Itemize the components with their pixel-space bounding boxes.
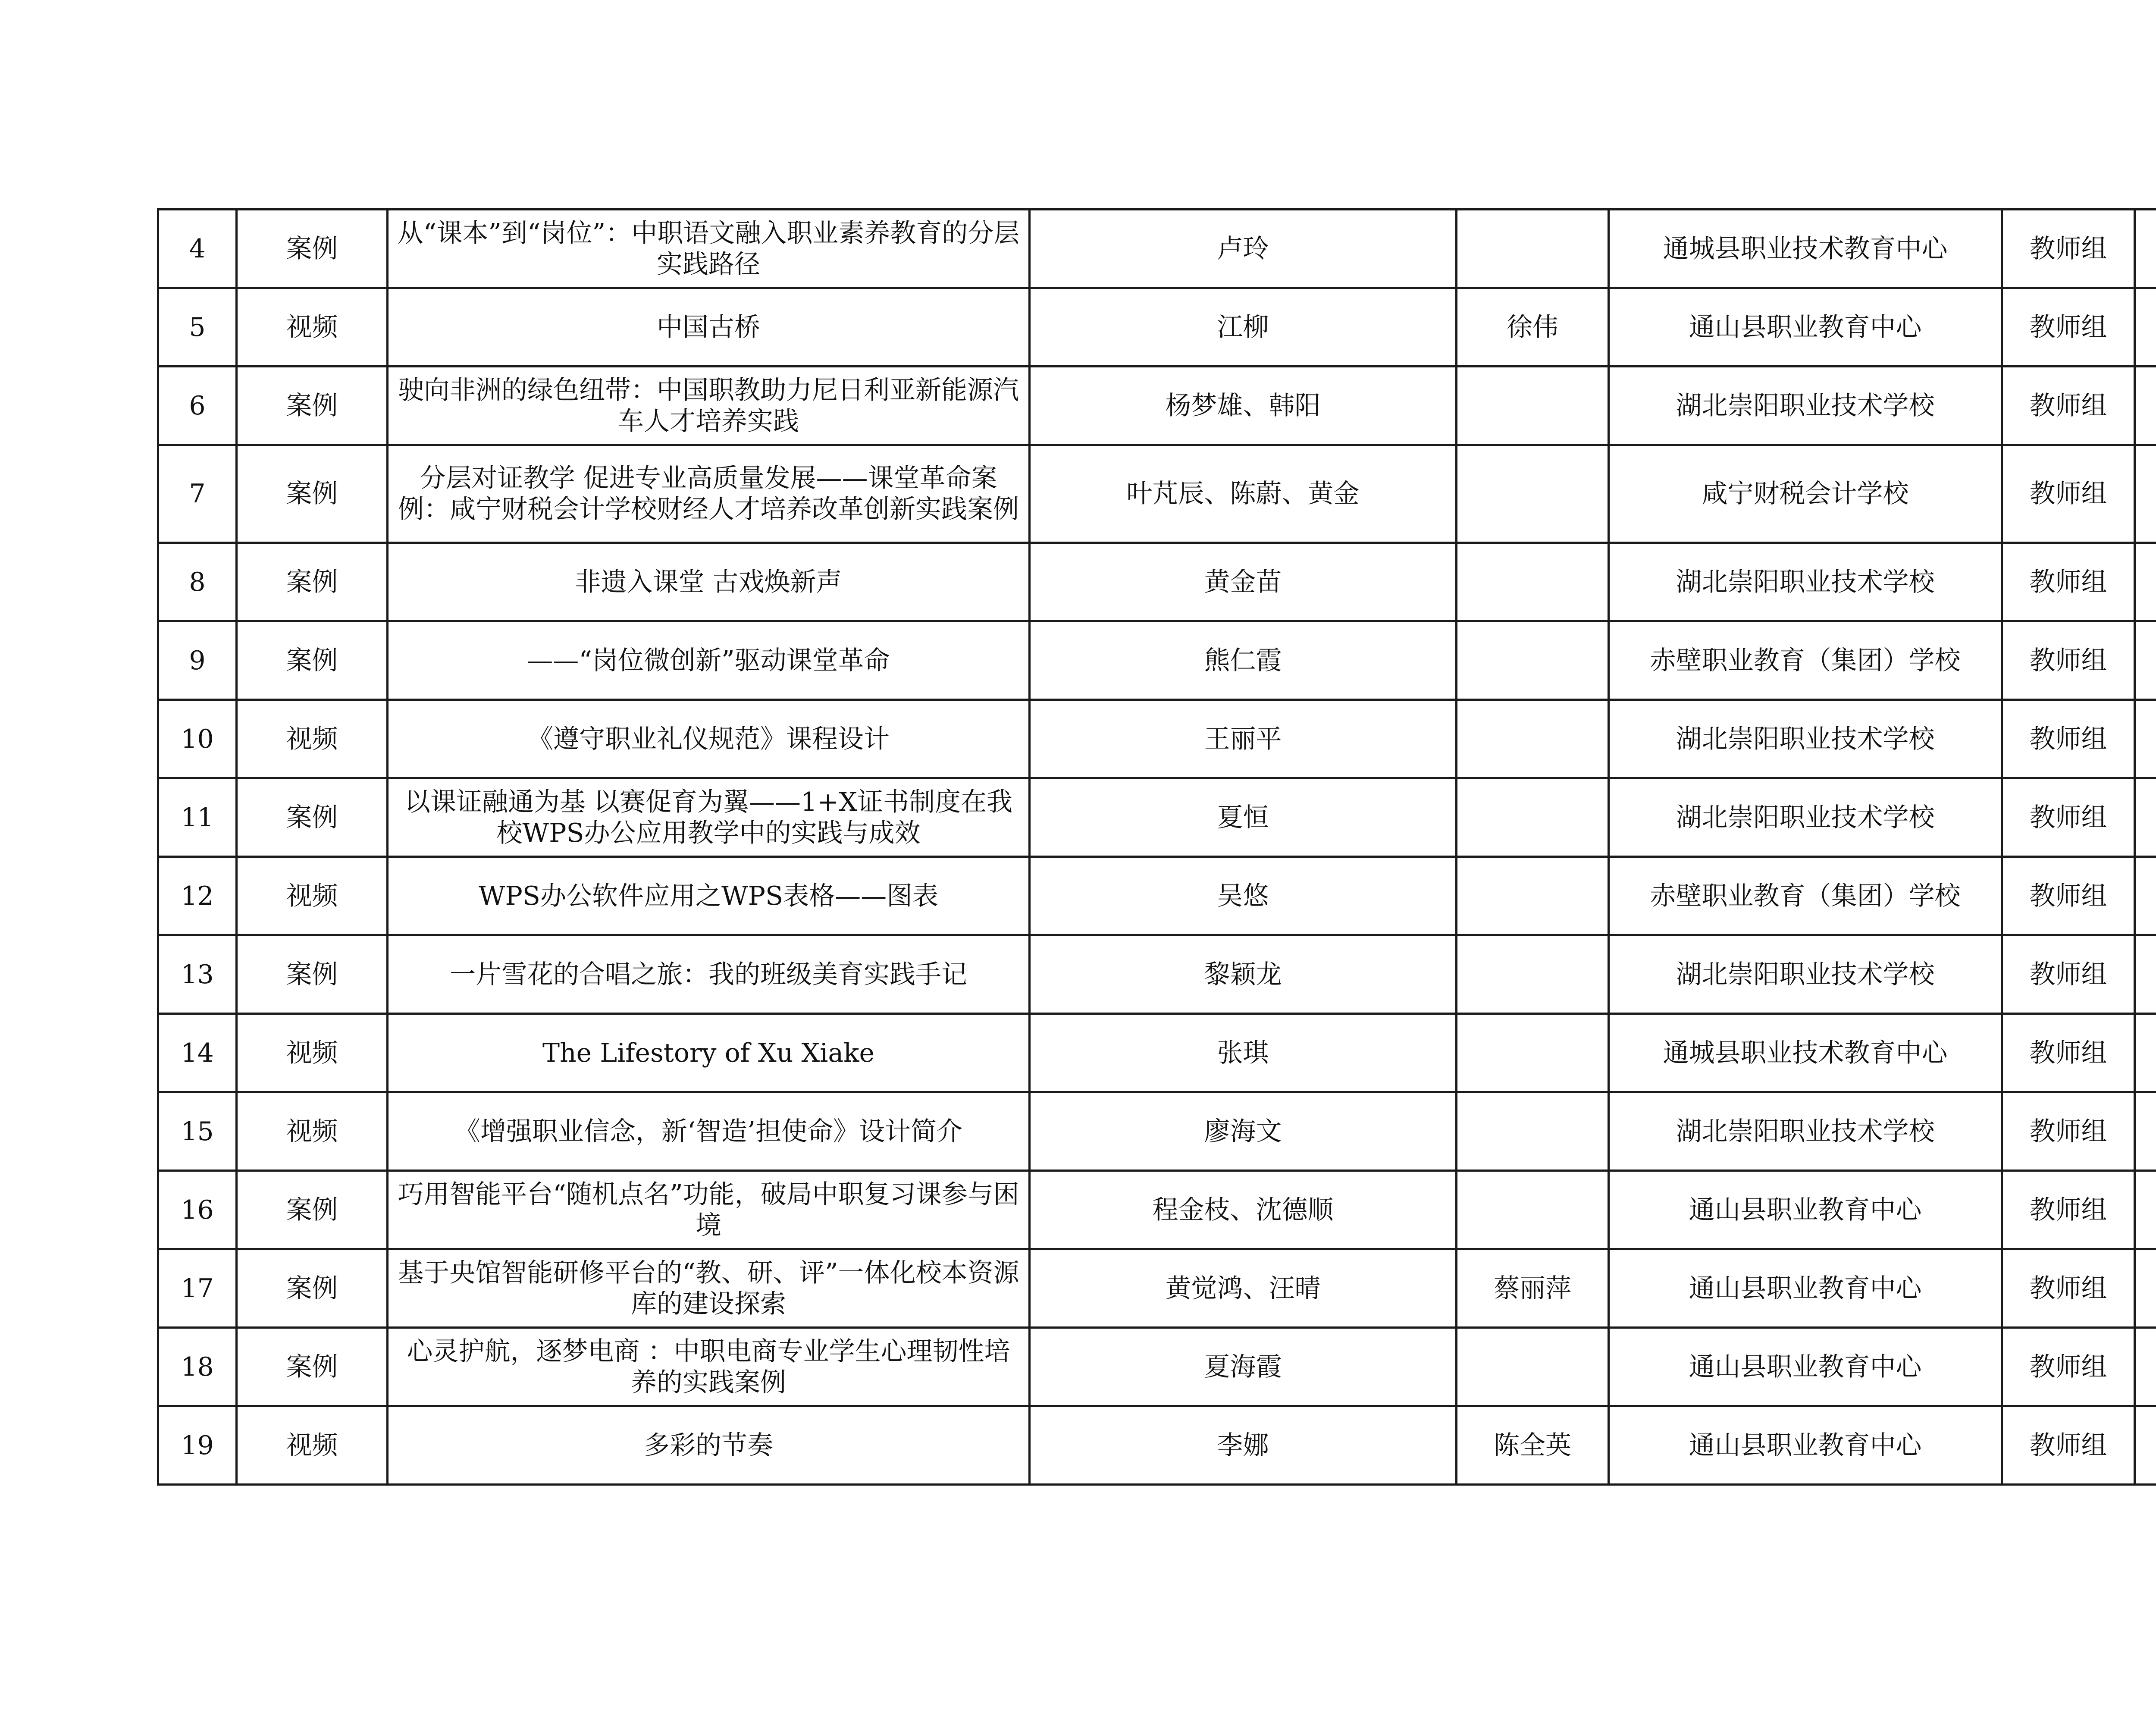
entry-type: 案例	[237, 778, 388, 857]
entry-award	[2135, 1171, 2156, 1249]
entry-title: 非遗入课堂 古戏焕新声	[388, 543, 1030, 621]
table-row	[158, 543, 2156, 621]
entry-advisor	[1457, 935, 1609, 1014]
entry-group: 教师组	[2002, 1249, 2135, 1328]
table-row	[158, 621, 2156, 700]
entry-author: 江柳	[1030, 288, 1457, 367]
entry-school: 通山县职业教育中心	[1609, 288, 2002, 367]
entry-type: 视频	[237, 1014, 388, 1092]
entry-author: 黄金苗	[1030, 543, 1457, 621]
entry-author: 廖海文	[1030, 1092, 1457, 1171]
entry-type: 案例	[237, 367, 388, 445]
entry-author: 李娜	[1030, 1406, 1457, 1485]
table-row	[158, 1171, 2156, 1249]
entry-title: 驶向非洲的绿色纽带：中国职教助力尼日利亚新能源汽车人才培养实践	[388, 367, 1030, 445]
entry-author: 杨梦雄、韩阳	[1030, 367, 1457, 445]
entry-author: 黄觉鸿、汪晴	[1030, 1249, 1457, 1328]
table-row	[158, 1092, 2156, 1171]
entry-title: 基于央馆智能研修平台的“教、研、评”一体化校本资源库的建设探索	[388, 1249, 1030, 1328]
entry-group: 教师组	[2002, 543, 2135, 621]
table-row	[158, 700, 2156, 778]
entry-group: 教师组	[2002, 857, 2135, 935]
entry-advisor	[1457, 210, 1609, 288]
entry-advisor: 蔡丽萍	[1457, 1249, 1609, 1328]
entry-type: 视频	[237, 1406, 388, 1485]
entry-award	[2135, 935, 2156, 1014]
entry-group: 教师组	[2002, 778, 2135, 857]
entry-school: 湖北崇阳职业技术学校	[1609, 367, 2002, 445]
entry-school: 通城县职业技术教育中心	[1609, 210, 2002, 288]
entry-author: 张琪	[1030, 1014, 1457, 1092]
entry-award	[2135, 621, 2156, 700]
entry-advisor	[1457, 1092, 1609, 1171]
table-row	[158, 1249, 2156, 1328]
entry-advisor	[1457, 621, 1609, 700]
entry-group: 教师组	[2002, 210, 2135, 288]
table-row	[158, 778, 2156, 857]
entry-school: 湖北崇阳职业技术学校	[1609, 935, 2002, 1014]
row-number: 13	[158, 935, 237, 1014]
entry-title: 一片雪花的合唱之旅：我的班级美育实践手记	[388, 935, 1030, 1014]
entry-title: ——“岗位微创新”驱动课堂革命	[388, 621, 1030, 700]
entry-group: 教师组	[2002, 1406, 2135, 1485]
entry-school: 湖北崇阳职业技术学校	[1609, 1092, 2002, 1171]
entry-group: 教师组	[2002, 1014, 2135, 1092]
entry-award	[2135, 857, 2156, 935]
entry-author: 夏海霞	[1030, 1328, 1457, 1406]
row-number: 4	[158, 210, 237, 288]
entry-award	[2135, 700, 2156, 778]
entry-author: 卢玲	[1030, 210, 1457, 288]
row-number: 12	[158, 857, 237, 935]
entry-type: 视频	[237, 1092, 388, 1171]
entry-title: WPS办公软件应用之WPS表格——图表	[388, 857, 1030, 935]
row-number: 19	[158, 1406, 237, 1485]
table-row	[158, 1328, 2156, 1406]
table-row	[158, 367, 2156, 445]
row-number: 15	[158, 1092, 237, 1171]
row-number: 17	[158, 1249, 237, 1328]
entry-advisor	[1457, 857, 1609, 935]
entry-advisor	[1457, 778, 1609, 857]
entry-advisor	[1457, 543, 1609, 621]
entry-title: 中国古桥	[388, 288, 1030, 367]
entry-award	[2135, 1014, 2156, 1092]
entry-school: 湖北崇阳职业技术学校	[1609, 778, 2002, 857]
entry-group: 教师组	[2002, 1171, 2135, 1249]
entry-award	[2135, 1328, 2156, 1406]
table-row	[158, 210, 2156, 288]
row-number: 5	[158, 288, 237, 367]
entry-type: 案例	[237, 543, 388, 621]
entry-school: 通山县职业教育中心	[1609, 1406, 2002, 1485]
row-number: 7	[158, 445, 237, 543]
entry-author: 吴悠	[1030, 857, 1457, 935]
entry-award	[2135, 778, 2156, 857]
entry-title: 以课证融通为基 以赛促育为翼——1+X证书制度在我校WPS办公应用教学中的实践与成效	[388, 778, 1030, 857]
entry-group: 教师组	[2002, 445, 2135, 543]
row-number: 8	[158, 543, 237, 621]
row-number: 16	[158, 1171, 237, 1249]
entry-title: 《增强职业信念，新‘智造’担使命》设计简介	[388, 1092, 1030, 1171]
entry-group: 教师组	[2002, 1328, 2135, 1406]
entry-school: 湖北崇阳职业技术学校	[1609, 700, 2002, 778]
table-row	[158, 857, 2156, 935]
entry-advisor: 陈全英	[1457, 1406, 1609, 1485]
table-row	[158, 445, 2156, 543]
entry-award	[2135, 210, 2156, 288]
row-number: 9	[158, 621, 237, 700]
table-row	[158, 935, 2156, 1014]
entry-award	[2135, 288, 2156, 367]
entry-type: 案例	[237, 1328, 388, 1406]
table-row	[158, 288, 2156, 367]
entry-type: 视频	[237, 288, 388, 367]
entry-school: 通山县职业教育中心	[1609, 1171, 2002, 1249]
entry-award	[2135, 367, 2156, 445]
entry-advisor	[1457, 1014, 1609, 1092]
entry-group: 教师组	[2002, 935, 2135, 1014]
entry-title: The Lifestory of Xu Xiake	[388, 1014, 1030, 1092]
entry-award	[2135, 445, 2156, 543]
entry-type: 案例	[237, 1249, 388, 1328]
entry-author: 程金枝、沈德顺	[1030, 1171, 1457, 1249]
entry-type: 案例	[237, 210, 388, 288]
entry-group: 教师组	[2002, 288, 2135, 367]
entry-advisor	[1457, 445, 1609, 543]
entry-title: 多彩的节奏	[388, 1406, 1030, 1485]
entry-author: 王丽平	[1030, 700, 1457, 778]
entry-title: 分层对证教学 促进专业高质量发展——课堂革命案例：咸宁财税会计学校财经人才培养改革创新实践案例	[388, 445, 1030, 543]
table-row	[158, 1406, 2156, 1485]
entry-advisor: 徐伟	[1457, 288, 1609, 367]
entry-type: 案例	[237, 935, 388, 1014]
entry-type: 视频	[237, 700, 388, 778]
row-number: 10	[158, 700, 237, 778]
entry-title: 巧用智能平台“随机点名”功能，破局中职复习课参与困境	[388, 1171, 1030, 1249]
entry-school: 通城县职业技术教育中心	[1609, 1014, 2002, 1092]
entry-group: 教师组	[2002, 1092, 2135, 1171]
entry-group: 教师组	[2002, 367, 2135, 445]
row-number: 18	[158, 1328, 237, 1406]
row-number: 6	[158, 367, 237, 445]
entry-author: 夏恒	[1030, 778, 1457, 857]
entry-author: 熊仁霞	[1030, 621, 1457, 700]
entry-school: 咸宁财税会计学校	[1609, 445, 2002, 543]
entry-award	[2135, 1092, 2156, 1171]
entry-type: 案例	[237, 1171, 388, 1249]
entry-type: 案例	[237, 445, 388, 543]
table-row	[158, 1014, 2156, 1092]
entry-advisor	[1457, 367, 1609, 445]
entry-award	[2135, 1249, 2156, 1328]
entry-school: 通山县职业教育中心	[1609, 1328, 2002, 1406]
entry-author: 叶芃辰、陈蔚、黄金	[1030, 445, 1457, 543]
entry-title: 《遵守职业礼仪规范》课程设计	[388, 700, 1030, 778]
entry-title: 从“课本”到“岗位”：中职语文融入职业素养教育的分层实践路径	[388, 210, 1030, 288]
entry-type: 视频	[237, 857, 388, 935]
awards-table	[157, 208, 2156, 1486]
entry-advisor	[1457, 1328, 1609, 1406]
table-body	[158, 210, 2156, 1485]
entry-group: 教师组	[2002, 700, 2135, 778]
entry-award	[2135, 1406, 2156, 1485]
entry-author: 黎颖龙	[1030, 935, 1457, 1014]
entry-award	[2135, 543, 2156, 621]
entry-advisor	[1457, 1171, 1609, 1249]
row-number: 14	[158, 1014, 237, 1092]
entry-school: 湖北崇阳职业技术学校	[1609, 543, 2002, 621]
row-number: 11	[158, 778, 237, 857]
entry-school: 通山县职业教育中心	[1609, 1249, 2002, 1328]
entry-group: 教师组	[2002, 621, 2135, 700]
entry-type: 案例	[237, 621, 388, 700]
entry-school: 赤壁职业教育（集团）学校	[1609, 857, 2002, 935]
entry-school: 赤壁职业教育（集团）学校	[1609, 621, 2002, 700]
entry-title: 心灵护航，逐梦电商 ：中职电商专业学生心理韧性培养的实践案例	[388, 1328, 1030, 1406]
entry-advisor	[1457, 700, 1609, 778]
